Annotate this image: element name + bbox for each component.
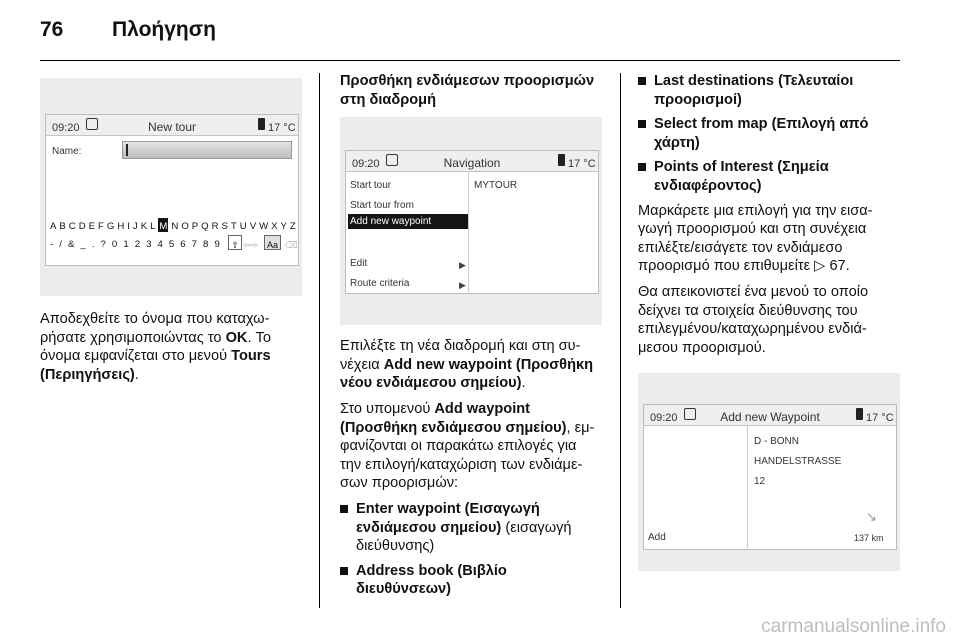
bullet-square-icon bbox=[638, 163, 646, 171]
key-symbol[interactable]: 2 bbox=[134, 239, 141, 250]
text-line: . bbox=[134, 366, 139, 383]
text-line: Μαρκάρετε μια επιλογή για την εισα- bbox=[638, 202, 873, 219]
status-bar bbox=[644, 405, 896, 426]
key-symbol[interactable]: ? bbox=[100, 239, 106, 250]
text-line: , εμ- bbox=[566, 419, 595, 436]
bold-term: Add new waypoint (Προσθήκη bbox=[383, 356, 594, 373]
menu-item-start-tour-from[interactable]: Start tour from bbox=[350, 200, 414, 212]
key-symbol[interactable]: 6 bbox=[180, 239, 186, 250]
text-line: προορισμό που επιθυμείτε bbox=[638, 258, 815, 275]
column-3 bbox=[638, 72, 903, 571]
key-letter[interactable]: V bbox=[249, 221, 257, 232]
ok-term: OK bbox=[225, 329, 248, 346]
screen-photo-new-tour bbox=[40, 78, 302, 296]
bold-term: Address book (Βιβλίο bbox=[356, 562, 507, 579]
key-letter[interactable]: Y bbox=[280, 221, 287, 232]
heading-line: στη διαδρομή bbox=[340, 91, 436, 108]
clock: 09:20 bbox=[650, 412, 678, 425]
key-letter[interactable]: R bbox=[211, 221, 219, 232]
temperature: 17 °C bbox=[568, 158, 596, 171]
phone-icon bbox=[558, 154, 565, 166]
key-letter[interactable]: T bbox=[230, 221, 237, 232]
bold-term: Enter waypoint (Εισαγωγή bbox=[356, 500, 540, 517]
screen-title: New tour bbox=[147, 120, 197, 134]
paragraph-menu-display bbox=[638, 283, 903, 357]
key-letter[interactable]: C bbox=[68, 221, 76, 232]
column-separator bbox=[319, 73, 320, 608]
name-label: Name: bbox=[52, 146, 82, 157]
pane-divider bbox=[747, 426, 748, 548]
key-letter[interactable]: W bbox=[259, 221, 269, 232]
tours-term: (Περιηγήσεις) bbox=[40, 366, 135, 383]
text-line: δείχνει τα στοιχεία διεύθυνσης του bbox=[638, 302, 858, 319]
key-letter[interactable]: K bbox=[140, 221, 148, 232]
screen-photo-navigation bbox=[340, 117, 602, 325]
page-reference-icon: ▷ bbox=[814, 258, 826, 275]
bold-term: προορισμοί) bbox=[654, 91, 742, 108]
menu-item-add-new-waypoint[interactable]: Add new waypoint bbox=[348, 214, 468, 229]
key-letter[interactable]: S bbox=[221, 221, 228, 232]
key-letter[interactable]: L bbox=[150, 221, 156, 232]
symbol-keyboard bbox=[50, 236, 296, 250]
tour-name: MYTOUR bbox=[474, 180, 518, 192]
display-add-waypoint bbox=[643, 404, 897, 550]
bullet-square-icon bbox=[638, 77, 646, 85]
direction-arrow-icon: ↘ bbox=[866, 509, 877, 525]
submenu-arrow-icon: ▶ bbox=[459, 260, 466, 271]
column-1 bbox=[40, 72, 302, 391]
status-bar bbox=[46, 115, 298, 136]
tours-term: Tours bbox=[231, 348, 271, 365]
key-letter[interactable]: D bbox=[78, 221, 86, 232]
temperature: 17 °C bbox=[268, 122, 296, 134]
paragraph-select-tour bbox=[340, 337, 605, 393]
text-line: ρήσατε χρησιμοποιώντας το bbox=[40, 329, 226, 346]
menu-item-start-tour[interactable]: Start tour bbox=[350, 180, 392, 192]
text-cursor bbox=[126, 144, 128, 156]
key-letter[interactable]: G bbox=[106, 221, 115, 232]
paragraph-accept-name bbox=[40, 310, 302, 384]
bold-term: διευθύνσεων) bbox=[356, 581, 452, 598]
column-2 bbox=[340, 72, 605, 605]
key-symbol[interactable]: & bbox=[67, 239, 75, 250]
submenu-arrow-icon: ▶ bbox=[459, 280, 466, 291]
bold-term: ενδιάμεσου σημείου) bbox=[356, 519, 502, 536]
key-symbol[interactable]: 0 bbox=[111, 239, 118, 250]
key-symbol[interactable]: 1 bbox=[123, 239, 129, 250]
bullet-last-destinations bbox=[638, 72, 903, 109]
key-letter[interactable]: E bbox=[88, 221, 96, 232]
bullet-square-icon bbox=[340, 505, 348, 513]
text-line: Αποδεχθείτε το όνομα που καταχω- bbox=[40, 311, 270, 327]
text-line: (εισαγωγή bbox=[501, 519, 572, 536]
key-letter[interactable]: B bbox=[59, 221, 66, 232]
key-letter[interactable]: H bbox=[117, 221, 125, 232]
bold-term: χάρτη) bbox=[654, 134, 700, 151]
text-line: φανίζονται οι παρακάτω επιλογές για bbox=[340, 438, 577, 455]
key-symbol[interactable]: 8 bbox=[203, 239, 209, 250]
text-line: Στο υπομενού bbox=[340, 400, 435, 417]
paragraph-mark-option bbox=[638, 202, 903, 276]
bold-term: Add waypoint bbox=[434, 400, 531, 417]
key-letter[interactable]: Z bbox=[289, 221, 296, 232]
bold-term: (Προσθήκη ενδιάμεσου σημείου) bbox=[340, 419, 567, 436]
text-line: επιλεγμένου/καταχωρημένου ενδιά- bbox=[638, 321, 867, 338]
screen-title: Add new Waypoint bbox=[720, 410, 820, 425]
key-letter[interactable]: F bbox=[98, 221, 104, 232]
key-symbol[interactable]: - bbox=[50, 239, 54, 250]
key-letter[interactable]: P bbox=[191, 221, 199, 232]
key-letter[interactable]: X bbox=[271, 221, 278, 232]
bullet-square-icon bbox=[340, 567, 348, 575]
bold-term: ενδιαφέροντος) bbox=[654, 177, 762, 194]
watermark: carmanualsonline.info bbox=[761, 616, 946, 637]
display-navigation bbox=[345, 150, 599, 294]
name-input[interactable] bbox=[122, 141, 292, 159]
bold-term: Select from map (Επιλογή από bbox=[654, 116, 869, 133]
distance: 137 km bbox=[854, 533, 884, 544]
page-reference[interactable]: 67. bbox=[825, 258, 850, 275]
footer bbox=[0, 610, 960, 642]
phone-icon bbox=[856, 408, 863, 420]
shift-key[interactable]: ⇧ bbox=[228, 235, 242, 250]
key-letter[interactable]: J bbox=[132, 221, 138, 232]
delete-key[interactable]: ⌫ bbox=[285, 240, 298, 250]
temperature: 17 °C bbox=[866, 412, 894, 425]
symbol-keys bbox=[50, 236, 220, 255]
clock: 09:20 bbox=[352, 158, 380, 171]
bullet-points-of-interest bbox=[638, 158, 903, 195]
address-city: D - BONN bbox=[754, 436, 799, 448]
page-header bbox=[40, 12, 920, 46]
section-heading bbox=[340, 72, 605, 109]
column-separator bbox=[620, 73, 621, 608]
status-bar bbox=[346, 151, 598, 172]
header-rule bbox=[40, 60, 900, 61]
page-title: Πλοήγηση bbox=[112, 18, 216, 41]
address-number: 12 bbox=[754, 476, 766, 488]
menu-item-route-criteria[interactable]: Route criteria bbox=[350, 278, 410, 290]
bold-term: Points of Interest (Σημεία bbox=[654, 159, 829, 176]
key-symbol[interactable]: 5 bbox=[168, 239, 175, 250]
key-letter[interactable]: N bbox=[171, 221, 179, 232]
text-line: σων προορισμών: bbox=[340, 475, 459, 492]
bullet-select-from-map bbox=[638, 115, 903, 152]
page-number: 76 bbox=[40, 18, 64, 41]
key-letter[interactable]: M bbox=[158, 218, 168, 232]
key-symbol[interactable]: / bbox=[59, 239, 62, 250]
key-symbol[interactable]: _ bbox=[80, 239, 86, 250]
key-symbol[interactable]: 3 bbox=[146, 239, 152, 250]
screen-photo-add-waypoint bbox=[638, 373, 900, 571]
bold-term: νέου ενδιάμεσου σημείου) bbox=[340, 375, 522, 392]
text-line: . Το bbox=[247, 329, 271, 346]
key-symbol[interactable]: 4 bbox=[157, 239, 163, 250]
phone-icon bbox=[258, 118, 265, 130]
text-line: διεύθυνσης) bbox=[356, 538, 435, 555]
key-letter[interactable]: Q bbox=[201, 221, 209, 232]
key-symbol[interactable]: 9 bbox=[214, 239, 220, 250]
clock: 09:20 bbox=[52, 122, 80, 134]
bullet-square-icon bbox=[638, 120, 646, 128]
text-line: Θα απεικονιστεί ένα μενού το οποίο bbox=[638, 283, 869, 300]
case-key[interactable]: Aa bbox=[264, 235, 281, 250]
bullet-address-book bbox=[340, 562, 605, 599]
bullet-enter-waypoint bbox=[340, 500, 605, 556]
screen-title: Navigation bbox=[443, 156, 501, 171]
key-letter[interactable]: I bbox=[127, 221, 130, 232]
display-new-tour bbox=[45, 114, 299, 266]
key-letter[interactable]: O bbox=[181, 221, 189, 232]
heading-line: Προσθήκη ενδιάμεσων προορισμών bbox=[340, 73, 595, 89]
letter-keyboard bbox=[50, 218, 296, 232]
add-button[interactable]: Add bbox=[648, 532, 666, 544]
text-line: επιλέξτε/εισάγετε τον ενδιάμεσο bbox=[638, 239, 843, 256]
key-letter[interactable]: U bbox=[239, 221, 247, 232]
pane-divider bbox=[468, 172, 469, 292]
key-letter[interactable]: A bbox=[50, 221, 57, 232]
bold-term: Last destinations (Τελευταίοι bbox=[654, 73, 854, 89]
address-street: HANDELSTRASSE bbox=[754, 456, 842, 468]
text-line: . bbox=[521, 375, 526, 392]
text-line: νέχεια bbox=[340, 356, 384, 373]
text-line: Επιλέξτε τη νέα διαδρομή και στη συ- bbox=[340, 338, 581, 355]
text-line: μεσου προορισμού. bbox=[638, 339, 766, 356]
key-symbol[interactable]: 7 bbox=[191, 239, 197, 250]
key-symbol[interactable]: . bbox=[91, 239, 95, 250]
paragraph-submenu bbox=[340, 400, 605, 493]
text-line: γωγή προορισμού και στη συνέχεια bbox=[638, 221, 867, 238]
menu-item-edit[interactable]: Edit bbox=[350, 258, 368, 270]
text-line: όνομα εμφανίζεται στο μενού bbox=[40, 348, 232, 365]
arrow-keys[interactable]: ⇦⇨ bbox=[243, 240, 259, 250]
text-line: την επιλογή/καταχώριση των ενδιάμε- bbox=[340, 456, 583, 473]
